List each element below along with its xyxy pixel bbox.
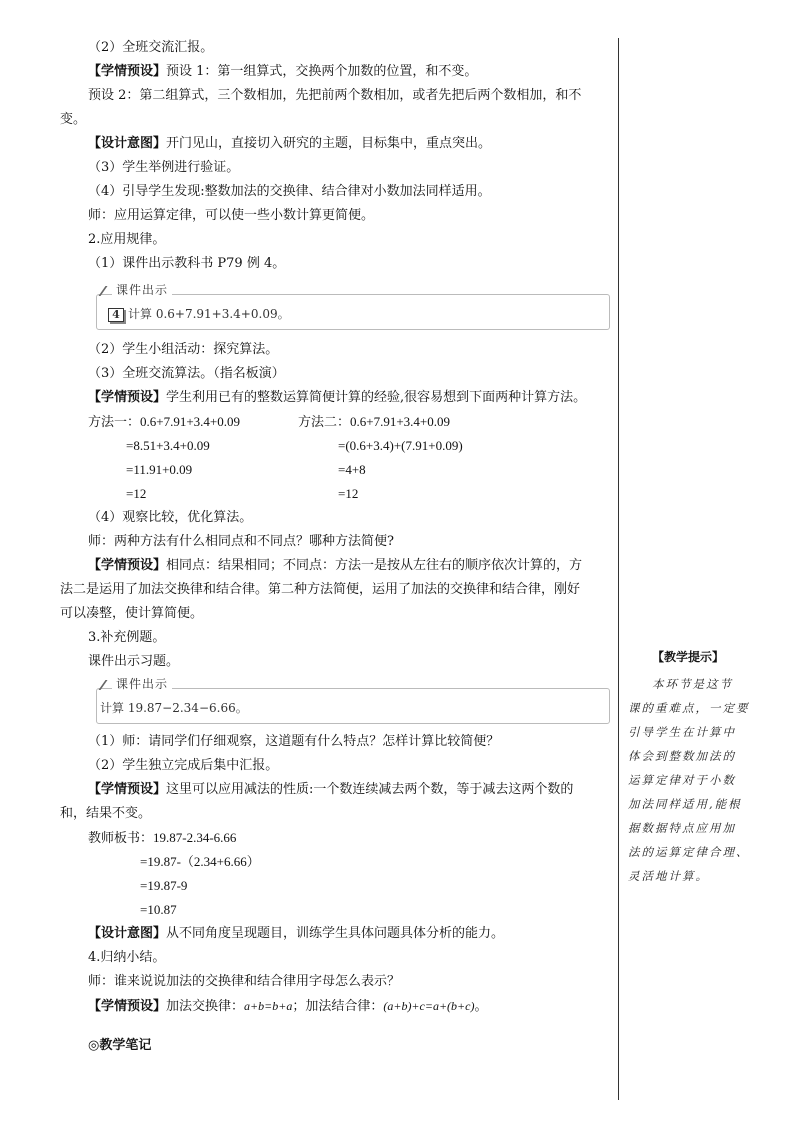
text-line: （1）课件出示教科书 P79 例 4。 <box>88 256 286 271</box>
laws-line: 【学情预设】加法交换律：a+b=b+a；加法结合律：(a+b)+c=a+(b+c)。 <box>88 999 488 1014</box>
side-line: 灵活地计算。 <box>628 869 709 883</box>
label-sheji: 【设计意图】 <box>88 926 167 941</box>
text-line: （2）学生独立完成后集中汇报。 <box>88 758 279 773</box>
text-line: （4）引导学生发现:整数加法的交换律、结合律对小数加法同样适用。 <box>88 184 491 199</box>
method1-line: =11.91+0.09 <box>126 462 193 477</box>
method2-line: 方法二：0.6+7.91+3.4+0.09 <box>298 414 450 429</box>
section-heading: 4.归纳小结。 <box>88 950 166 965</box>
side-line: 运算定律对于小数 <box>628 773 736 787</box>
side-body <box>628 672 774 888</box>
text-line: （1）师：请同学们仔细观察，这道题有什么特点？怎样计算比较简便？ <box>88 734 500 749</box>
courseware-content-1: 4 计算 0.6+7.91+3.4+0.09。 <box>108 306 290 322</box>
section-heading: 3.补充例题。 <box>88 630 166 645</box>
label-xueqing: 【学情预设】 <box>88 64 167 79</box>
text-line: 可以凑整，使计算简便。 <box>60 606 204 621</box>
board-line: =19.87-（2.34+6.66） <box>140 854 260 869</box>
method1-line: =8.51+3.4+0.09 <box>126 438 210 453</box>
text-line: （2）全班交流汇报。 <box>88 40 214 55</box>
side-title: 【教学提示】 <box>652 650 725 664</box>
text-line: 和，结果不变。 <box>60 806 152 821</box>
side-line: 本环节是这节 <box>652 677 733 691</box>
text-line: 【设计意图】开门见山，直接切入研究的主题，目标集中，重点突出。 <box>88 136 492 151</box>
notes-heading: ◎教学笔记 <box>88 1038 152 1053</box>
text-line: 师：谁来说说加法的交换律和结合律用字母怎么表示？ <box>88 974 401 989</box>
label-sheji: 【设计意图】 <box>88 136 167 151</box>
label-xueqing: 【学情预设】 <box>88 390 167 405</box>
text-line: 【学情预设】学生利用已有的整数运算简便计算的经验,很容易想到下面两种计算方法。 <box>88 390 587 405</box>
method2-line: =12 <box>338 486 359 501</box>
text-line: （3）全班交流算法。（指名板演） <box>88 366 285 381</box>
text-line: 【学情预设】相同点：结果相同；不同点：方法一是按从左往右的顺序依次计算的，方 <box>88 558 583 573</box>
label-xueqing: 【学情预设】 <box>88 558 167 573</box>
courseware-title-1: 课件出示 <box>112 282 172 298</box>
text-line: （2）学生小组活动：探究算法。 <box>88 342 279 357</box>
method1-line: 方法一：0.6+7.91+3.4+0.09 <box>88 414 240 429</box>
side-line: 引导学生在计算中 <box>628 725 736 739</box>
board-line: 教师板书：19.87-2.34-6.66 <box>88 830 237 845</box>
text-line: 预设 2：第二组算式，三个数相加，先把前两个数相加，或者先把后两个数相加，和不 <box>88 88 582 103</box>
text-line: 【学情预设】预设 1：第一组算式，交换两个加数的位置，和不变。 <box>88 64 478 79</box>
label-xueqing: 【学情预设】 <box>88 782 167 797</box>
side-line: 法的运算定律合理、 <box>628 845 750 859</box>
side-line: 体会到整数加法的 <box>628 749 736 763</box>
section-heading: 2.应用规律。 <box>88 232 166 247</box>
text-line: 课件出示习题。 <box>88 654 180 669</box>
method2-line: =(0.6+3.4)+(7.91+0.09) <box>338 438 463 453</box>
method2-line: =4+8 <box>338 462 366 477</box>
board-line: =10.87 <box>140 902 177 917</box>
text-line: 师：应用运算定律，可以使一些小数计算更简便。 <box>88 208 375 223</box>
side-line: 课的重难点，一定要 <box>628 701 750 715</box>
text-line: 变。 <box>60 112 87 127</box>
label-xueqing: 【学情预设】 <box>88 999 167 1014</box>
text-line: 【学情预设】这里可以应用减法的性质:一个数连续减去两个数，等于减去这两个数的 <box>88 782 574 797</box>
text-line: 【设计意图】从不同角度呈现题目，训练学生具体问题具体分析的能力。 <box>88 926 505 941</box>
courseware-content-2: 计算 19.87−2.34−6.66。 <box>100 701 248 715</box>
column-divider <box>618 38 619 1100</box>
text-line: 师：两种方法有什么相同点和不同点？哪种方法简便? <box>88 534 394 549</box>
side-line: 据数据特点应用加 <box>628 821 736 835</box>
text-line: （4）观察比较，优化算法。 <box>88 510 253 525</box>
courseware-title-2: 课件出示 <box>112 676 172 692</box>
text-line: 法二是运用了加法交换律和结合律。第二种方法简便，运用了加法的交换律和结合律，刚好 <box>60 582 581 597</box>
text-line: （3）学生举例进行验证。 <box>88 160 240 175</box>
method1-line: =12 <box>126 486 147 501</box>
example-number: 4 <box>108 308 124 322</box>
side-line: 加法同样适用,能根 <box>628 797 742 811</box>
board-line: =19.87-9 <box>140 878 188 893</box>
